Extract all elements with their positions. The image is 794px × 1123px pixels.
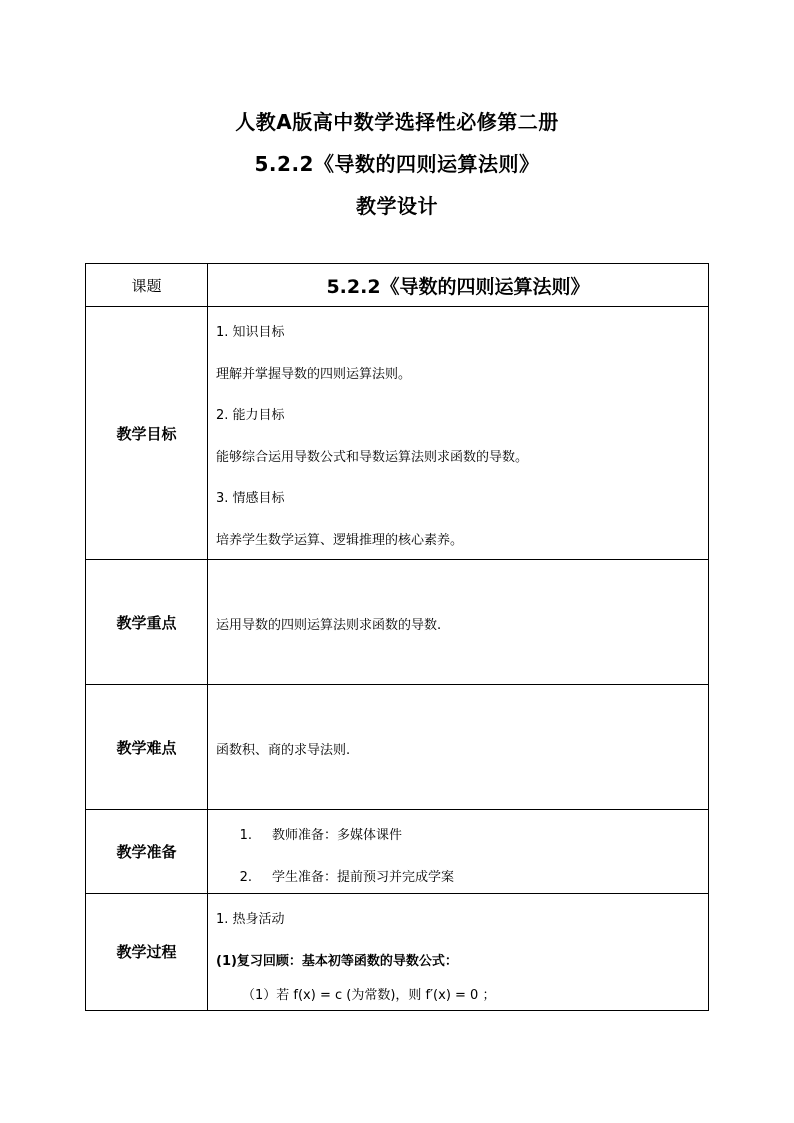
goal-line: 培养学生数学运算、逻辑推理的核心素养。: [216, 533, 464, 548]
prep-item-text: 教师准备：多媒体课件: [272, 828, 403, 843]
document-title-line1: 人教A版高中数学选择性必修第二册: [235, 110, 559, 134]
label-key-point: 教学重点: [86, 560, 208, 685]
label-process: 教学过程: [86, 894, 208, 1011]
lesson-plan-table: [85, 263, 709, 1011]
goal-line: 2. 能力目标: [216, 408, 285, 423]
difficulty-cell: [208, 685, 709, 810]
prep-item: [216, 866, 454, 885]
topic-value: 5.2.2《导数的四则运算法则》: [208, 264, 709, 307]
process-step: 1. 热身活动: [216, 912, 285, 927]
label-topic: 课题: [86, 264, 208, 307]
goals-cell: [208, 307, 709, 560]
difficulty-text: 函数积、商的求导法则.: [216, 743, 351, 758]
prep-item-number: 1.: [239, 828, 252, 843]
row-topic: [86, 264, 709, 307]
key-point-cell: [208, 560, 709, 685]
goal-line: 3. 情感目标: [216, 491, 285, 506]
document-title-line2: 5.2.2《导数的四则运算法则》: [254, 152, 540, 176]
process-review: (1)复习回顾：基本初等函数的导数公式：: [216, 954, 458, 969]
label-preparation: 教学准备: [86, 810, 208, 894]
row-goals: [86, 307, 709, 560]
goal-line: 理解并掌握导数的四则运算法则。: [216, 367, 412, 382]
goal-line: 1. 知识目标: [216, 325, 285, 340]
row-process: [86, 894, 709, 1011]
key-point-text: 运用导数的四则运算法则求函数的导数.: [216, 618, 442, 633]
goal-line: 能够综合运用导数公式和导数运算法则求函数的导数。: [216, 450, 529, 465]
process-formula: （1）若 f(x) = c (为常数)，则 f′(x) = 0 ；: [242, 988, 496, 1003]
label-goals: 教学目标: [86, 307, 208, 560]
row-key-point: [86, 560, 709, 685]
preparation-cell: [208, 810, 709, 894]
prep-item: [216, 824, 402, 843]
prep-item-number: 2.: [239, 870, 252, 885]
label-difficulty: 教学难点: [86, 685, 208, 810]
prep-item-text: 学生准备：提前预习并完成学案: [272, 870, 455, 885]
row-preparation: [86, 810, 709, 894]
row-difficulty: [86, 685, 709, 810]
process-cell: [208, 894, 709, 1011]
document-title-line3: 教学设计: [356, 194, 438, 218]
